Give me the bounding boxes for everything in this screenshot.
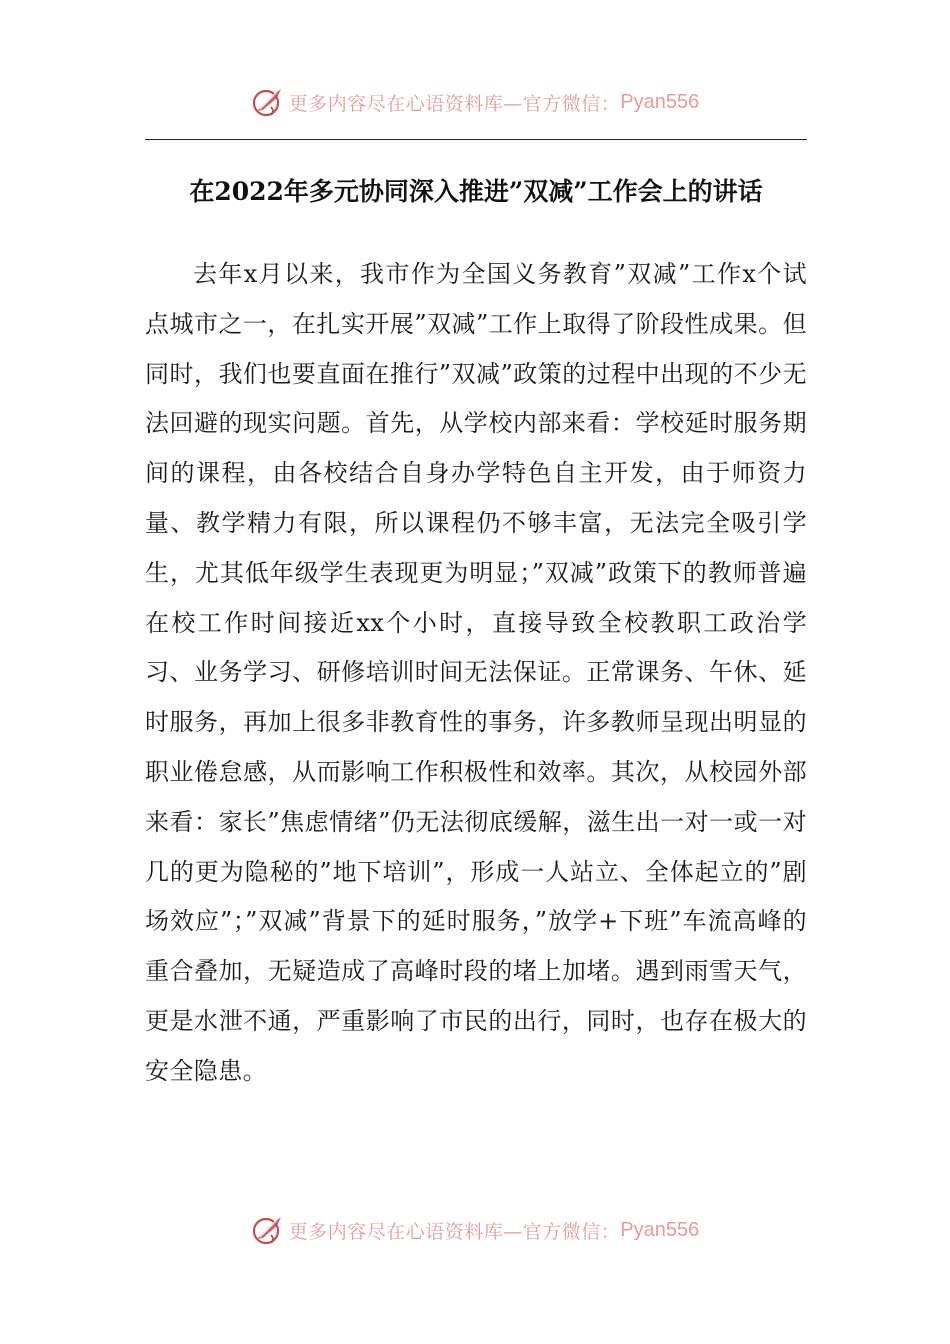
footer-watermark-text: 更多内容尽在心语资料库—官方微信： — [288, 1220, 621, 1243]
header-watermark-wechat-id: Pyan556 — [620, 90, 700, 113]
document-title: 在2022年多元协同深入推进”双减”工作会上的讲话 — [189, 177, 763, 206]
quill-pen-logo-icon — [251, 85, 285, 119]
quill-pen-logo-icon — [251, 1213, 285, 1247]
header-watermark-text: 更多内容尽在心语资料库—官方微信： — [288, 92, 621, 115]
header-divider — [145, 139, 807, 140]
header-watermark-banner — [0, 80, 950, 124]
document-paragraph: 去年x月以来，我市作为全国义务教育”双减”工作x个试点城市之一，在扎实开展”双减”工作上取得了阶段性成果。但同时，我们也要直面在推行”双减”政策的过程中出现的不少无法回避的现实问题。首先，从学校内部来看：学校延时服务期间的课程，由各校结合自身办学特色自主开发，由于师资力量、教学精力有限，所以课程仍不够丰富，无法完全吸引学生，尤其低年级学生表现更为明显；”双减”政策下的教师普遍在校工作时间接近xx个小时，直接导致全校教职工政治学习、业务学习、研修培训时间无法保证。正常课务、午休、延时服务，再加上很多非教育性的事务，许多教师呈现出明显的职业倦怠感，从而影响工作积极性和效率。其次，从校园外部来看：家长”焦虑情绪”仍无法彻底缓解，滋生出一对一或一对几的更为隐秘的”地下培训”，形成一人站立、全体起立的”剧场效应”；”双减”背景下的延时服务，”放学+下班”车流高峰的重合叠加，无疑造成了高峰时段的堵上加堵。遇到雨雪天气，更是水泄不通，严重影响了市民的出行，同时，也存在极大的安全隐患。 — [145, 260, 807, 1085]
footer-watermark-banner — [0, 1208, 950, 1252]
footer-watermark-wechat-id: Pyan556 — [620, 1218, 700, 1241]
